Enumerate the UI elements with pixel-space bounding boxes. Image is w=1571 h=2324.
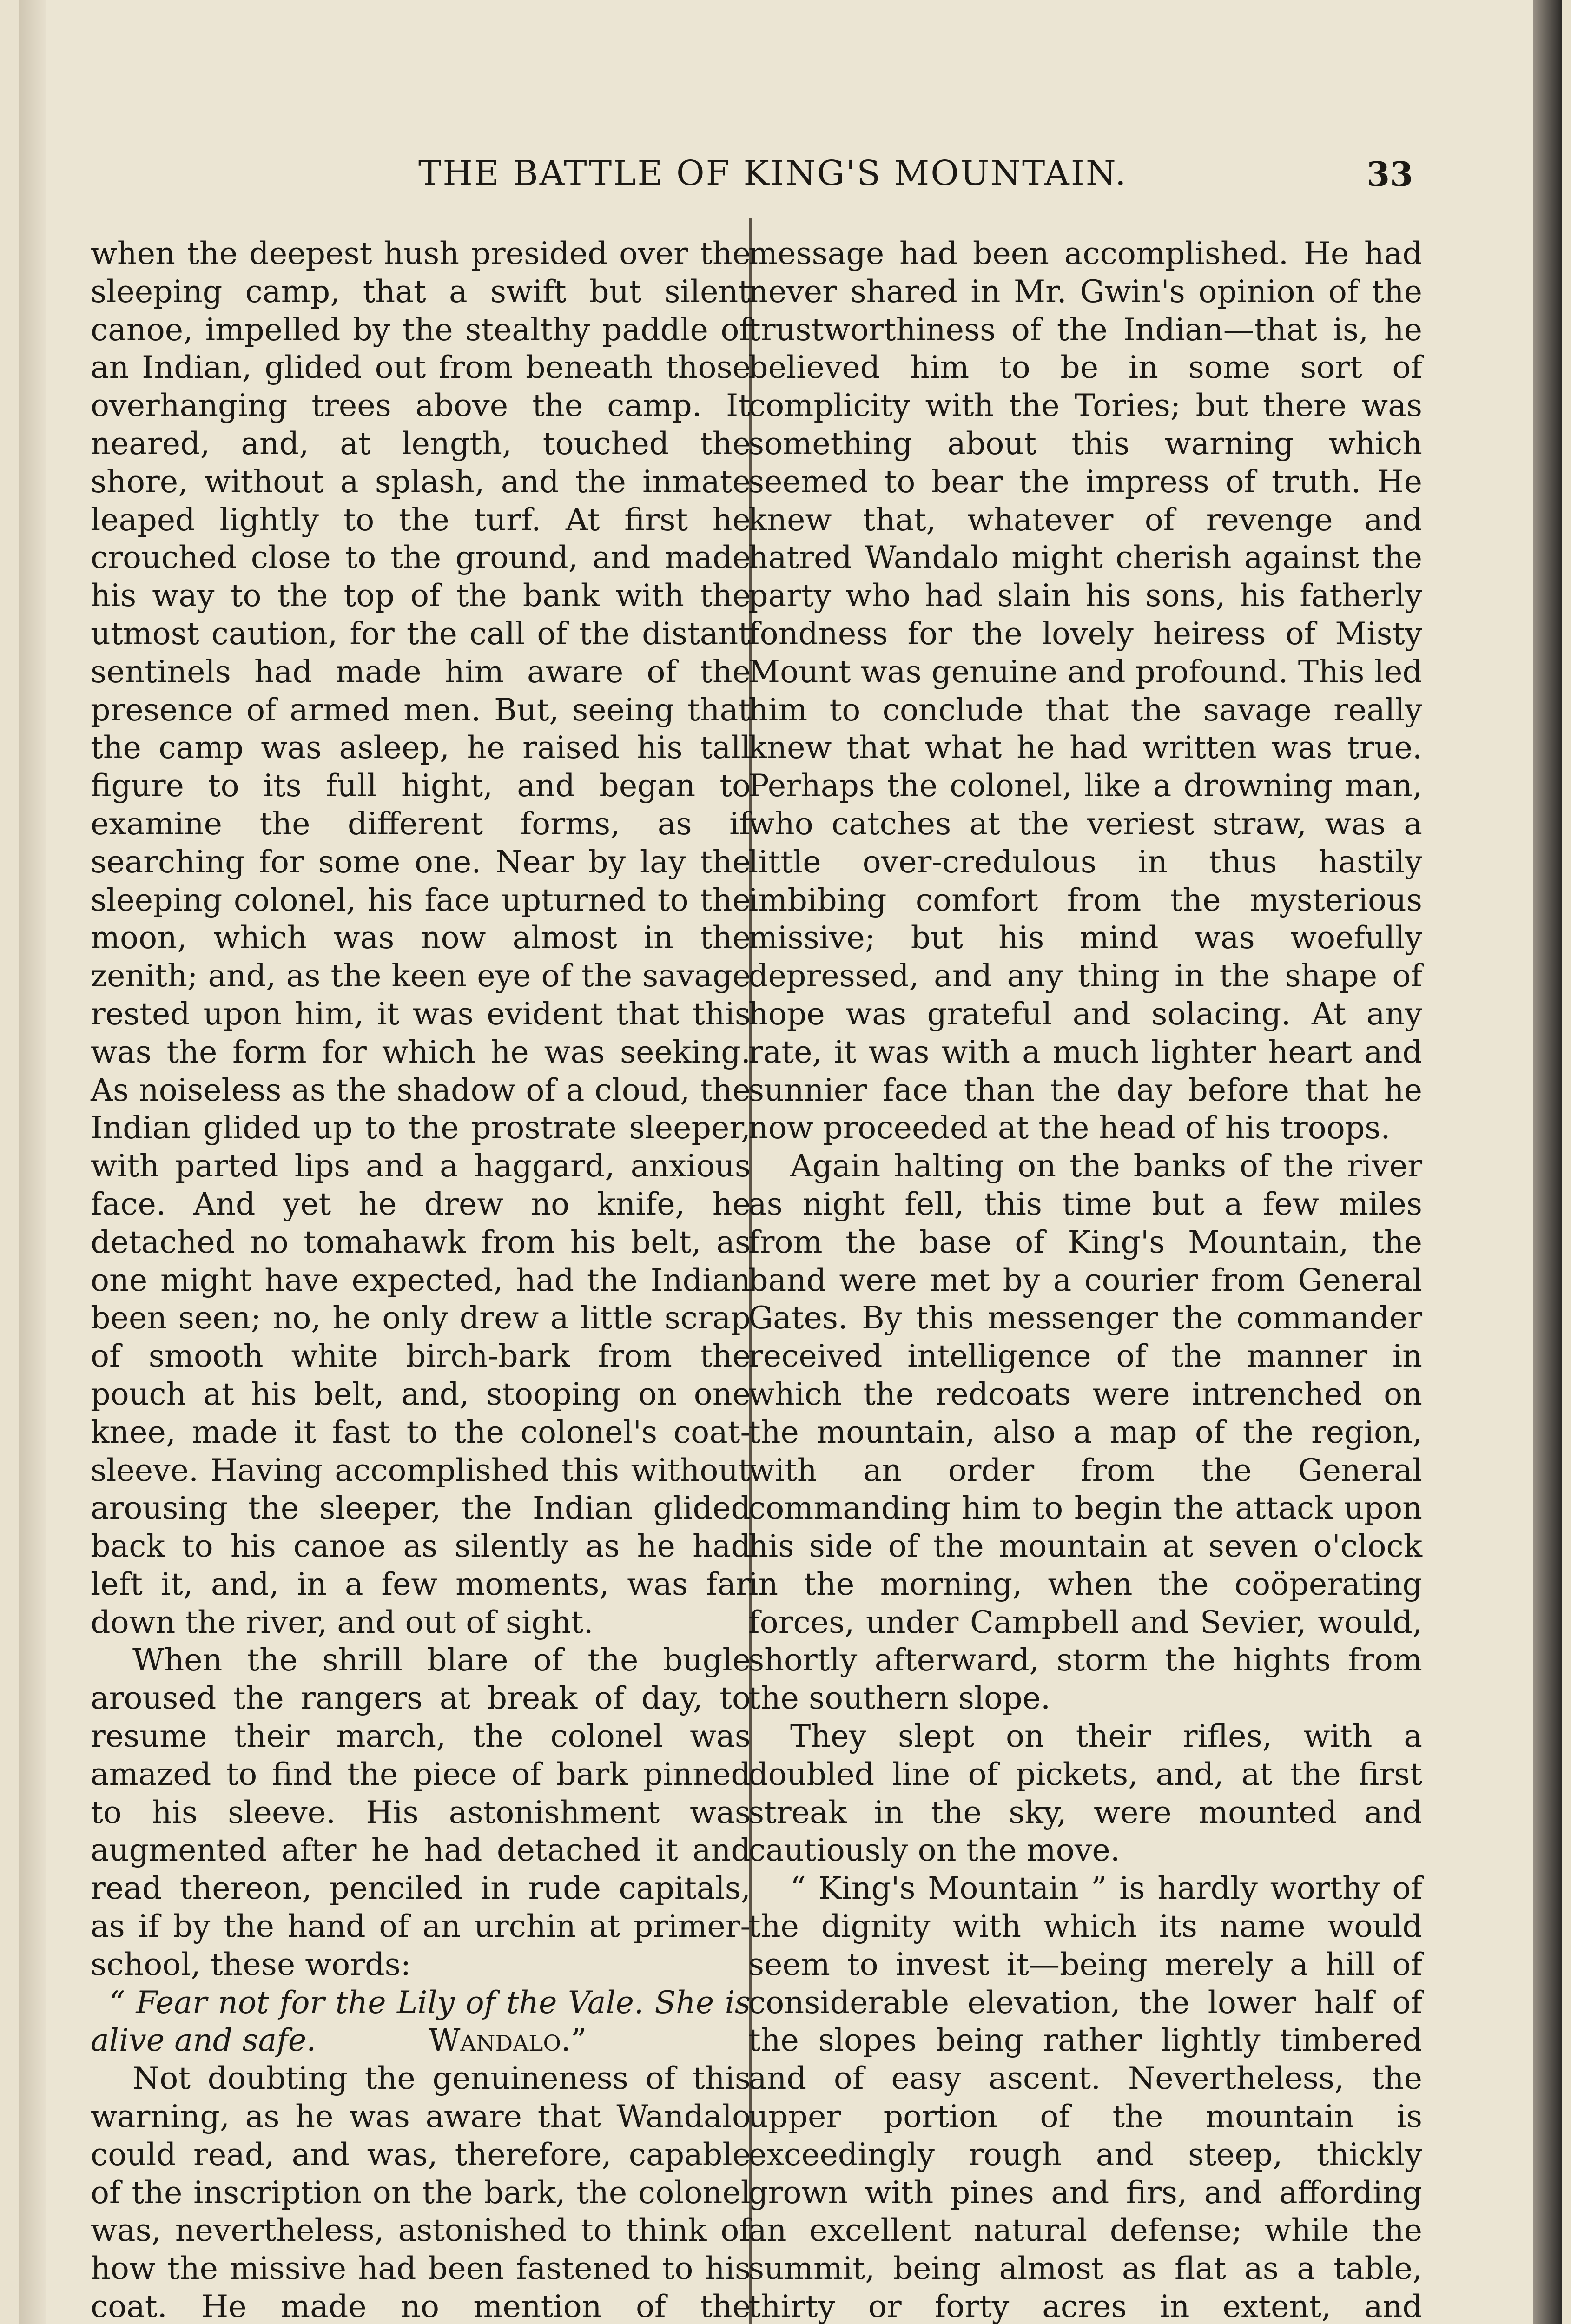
page-number: 33 bbox=[1366, 154, 1413, 194]
paragraph: when the deepest hush presided over the sleeping camp, that a swift but silent canoe, impelled by the stealthy paddle of an Indian, glided out from beneath those overhanging trees above the camp. It neared, and, at length, touched the shore, without a splash, and the inmate leaped lightly to the turf. At first he crouched close to the ground, and made his way to the top of the bank with the utmost caution, for the call of the distant sentinels had made him aware of the presence of armed men. But, seeing that the camp was asleep, he raised his tall figure to its full hight, and began to examine the different forms, as if searching for some one. Near by lay the sleeping colonel, his face upturned to the moon, which was now almost in the zenith; and, as the keen eye of the savage rested upon him, it was evident that this was the form for which he was seeking. As noiseless as the shadow of a cloud, the Indian glided up to the prostrate sleeper, with parted lips and a haggard, anxious face. And yet he drew no knife, he detached no tomahawk from his belt, as one might have expected, had the Indian been seen; no, he only drew a little scrap of smooth white birch-bark from the pouch at his belt, and, stooping on one knee, made it fast to the colonel's coat-sleeve. Having accomplished this without arousing the sleeper, the Indian glided back to his canoe as silently as he had left it, and, in a few moments, was far down the river, and out of sight. bbox=[91, 235, 751, 1640]
paragraph: They slept on their rifles, with a doubled line of pickets, and, at the first streak in the sky, were mounted and cautiously on the move. bbox=[748, 1718, 1422, 1868]
quote-text: “ Fear not for the Lily of the Vale. She is alive and safe. bbox=[91, 1984, 751, 2059]
paragraph: Again halting on the banks of the river as night fell, this time but a few miles from the base of King's Mountain, the band were met by a courier from General Gates. By this messenger the commander received intelligence of the manner in which the redcoats were intrenched on the mountain, also a map of the region, with an order from the General commanding him to begin the attack upon his side of the mountain at seven o'clock in the morning, when the coöperating forces, under Campbell and Sevier, would, shortly afterward, storm the hights from the southern slope. bbox=[748, 1148, 1422, 1717]
quote-signature: Wandalo.” bbox=[429, 2022, 587, 2059]
bark-message-quote bbox=[91, 1984, 751, 2060]
page-header bbox=[19, 153, 1562, 205]
left-column bbox=[91, 235, 751, 2324]
page-edge bbox=[1533, 0, 1562, 2324]
spine-shadow bbox=[19, 0, 46, 2324]
running-title: THE BATTLE OF KING'S MOUNTAIN. bbox=[418, 153, 1128, 193]
paragraph: message had been accomplished. He had never shared in Mr. Gwin's opinion of the trustworthiness of the Indian—that is, he believed him to be in some sort of complicity with the Tories; but there was something about this warning which seemed to bear the impress of truth. He knew that, whatever of revenge and hatred Wandalo might cherish against the party who had slain his sons, his fatherly fondness for the lovely heiress of Misty Mount was genuine and profound. This led him to conclude that the savage really knew that what he had written was true. Perhaps the colonel, like a drowning man, who catches at the veriest straw, was a little over-credulous in thus hastily imbibing comfort from the mysterious missive; but his mind was woefully depressed, and any thing in the shape of hope was grateful and solacing. At any rate, it was with a much lighter heart and sunnier face than the day before that he now proceeded at the head of his troops. bbox=[748, 235, 1422, 1146]
paragraph: “ King's Mountain ” is hardly worthy of the dignity with which its name would seem to invest it—being merely a hill of considerable elevation, the lower half of the slopes being rather lightly timbered and of easy ascent. Nevertheless, the upper portion of the mountain is exceedingly rough and steep, thickly grown with pines and firs, and affording an excellent natural defense; while the summit, being almost as flat as a table, thirty or forty acres in extent, and bbox=[748, 1870, 1422, 2324]
right-column bbox=[748, 235, 1422, 2324]
paragraph: Not doubting the genuineness of this warning, as he was aware that Wandalo could read, and was, therefore, capable of the inscription on the bark, the colonel was, nevertheless, astonished to think of how the missive had been fastened to his coat. He made no mention of the bbox=[91, 2060, 751, 2324]
paragraph: When the shrill blare of the bugle aroused the rangers at break of day, to resume their march, the colonel was amazed to find the piece of bark pinned to his sleeve. His astonishment was augmented after he had detached it and read thereon, penciled in rude capitals, as if by the hand of an urchin at primer-school, these words: bbox=[91, 1642, 751, 1982]
book-page bbox=[19, 0, 1562, 2324]
